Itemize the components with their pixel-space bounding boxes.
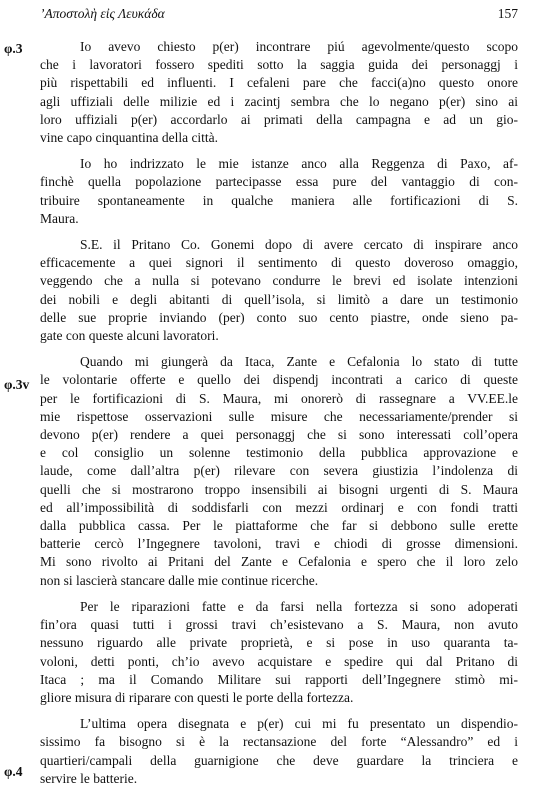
text-line: agli uffiziali delle milizie ed i zacintj sembra che lo negano p(er) sino ai	[40, 93, 518, 109]
paragraph	[40, 236, 518, 345]
text-line: loro uffiziali p(er) accordarlo ai primati della campagna e ad un gio-	[40, 111, 518, 127]
running-header	[40, 6, 518, 26]
text-line: Maura.	[40, 210, 79, 226]
text-line: devono p(er) rendere a quei personaggj che si sono interessati coll’opera	[40, 427, 518, 443]
text-line: Io ho indrizzato le mie istanze anco alla Reggenza di Paxo, af-	[80, 156, 518, 172]
text-line: e col consiglio un solenne testimonio della pubblica approvazione e	[40, 445, 518, 461]
margin-note-folio: φ.4	[4, 764, 23, 779]
text-line: vine capo cinquantina della città.	[40, 130, 219, 146]
text-line: Mi sono rivolto ai Pritani del Zante e Cefalonia e spero che il loro zelo	[40, 554, 518, 570]
margin-note-folio: φ.3v	[4, 377, 30, 392]
text-line: sissimo fa bisogno si è la rectansazione del forte “Alessandro” ed i	[40, 734, 518, 750]
text-line: gate con queste alcuni lavoratori.	[40, 328, 219, 344]
text-line: dei nobili e degli abitanti di quell’isola, si limitò a dare un testimonio	[40, 291, 518, 307]
page-number: 157	[497, 6, 518, 21]
paragraph	[40, 598, 518, 707]
text-line: non si lascierà stancare dalle mie continue ricerche.	[40, 572, 319, 588]
text-line: più rispettabili ed influenti. I cefaleni pare che facci(a)no questo onore	[40, 75, 518, 91]
text-line: efficacemente a quei signori il sentimento di questo doveroso omaggio,	[40, 255, 518, 271]
paragraph	[40, 715, 518, 788]
text-line: S.E. il Pritano Co. Gonemi dopo di avere cercato di inspirare anco	[80, 237, 518, 253]
text-line: che i lavoratori fossero spediti sotto la saggia guida dei personaggj i	[40, 57, 518, 73]
paragraph	[40, 353, 518, 590]
text-line: voloni, detti ponti, ch’io avevo acquistare e spedire qui dal Pritano di	[40, 653, 518, 669]
text-line: finchè quella popolazione partecipasse essa pure del vantaggio di con-	[40, 174, 518, 190]
text-line: delle sue proprie inviando (per) conto suo cento piastre, onde sieno pa-	[40, 309, 518, 325]
running-title: ’Αποστολὴ εἰς Λευκάδα	[40, 6, 165, 21]
text-line: Per le riparazioni fatte e da farsi nella fortezza si sono adoperati	[80, 598, 518, 614]
text-line: ed all’impossibilità di soddisfarli con mezzi ordinarj e con fondi tratti	[40, 499, 518, 515]
text-line: Quando mi giungerà da Itaca, Zante e Cefalonia lo stato di tutte	[80, 354, 518, 370]
margin-note-folio: φ.3	[4, 41, 23, 56]
paragraph	[40, 155, 518, 228]
paragraph	[40, 38, 518, 147]
text-line: dalla pubblica cassa. Per le piattaforme che far si debbono sulle erette	[40, 518, 518, 534]
text-line: veggendo che a nulla si potevano condurre le brevi ed isolate intenzioni	[40, 273, 518, 289]
text-line: Itaca ; ma il Comando Militare sui rapporti dell’Ingegnere stimò mi-	[40, 671, 518, 687]
text-line: tribuire spontaneamente in qualche maniera alle fortificazioni di S.	[40, 192, 518, 208]
text-line: quartieri/campali della guarnigione che deve guardare la trinciera e	[40, 752, 518, 768]
text-line: le volontarie offerte e quello dei dispendj incontrati a carico di queste	[40, 372, 518, 388]
text-line: batterie cercò l’Ingegnere tavoloni, travi e chiodi di grosse dimensioni.	[40, 536, 518, 552]
text-line: per le fortificazioni di S. Maura, mi onorerò di rassegnare a VV.EE.le	[40, 390, 518, 406]
text-line: gliore misura di riparare con questi le porte della fortezza.	[40, 689, 354, 705]
text-line: L’ultima opera disegnata e p(er) cui mi fu presentato un dispendio-	[80, 716, 518, 732]
text-line: fin’ora quasi tutti i grossi travi ch’esistevano a S. Maura, non avuto	[40, 617, 518, 633]
body-text	[40, 38, 518, 796]
text-line: mie rispettose osservazioni sulle misure che necessariamente/prender si	[40, 408, 518, 424]
text-line: servire le batterie.	[40, 770, 138, 786]
text-line: laude, come dall’altra p(er) rilevare con severa giustizia l’indolenza di	[40, 463, 518, 479]
text-line: Io avevo chiesto p(er) incontrare piú agevolmente/questo scopo	[80, 39, 518, 54]
text-line: nessuno riguardo alle private proprietà, e si pose in uso quaranta ta-	[40, 635, 518, 651]
text-line: quelli che si mostrarono troppo insensibili ai bisogni urgenti di S. Maura	[40, 481, 518, 497]
